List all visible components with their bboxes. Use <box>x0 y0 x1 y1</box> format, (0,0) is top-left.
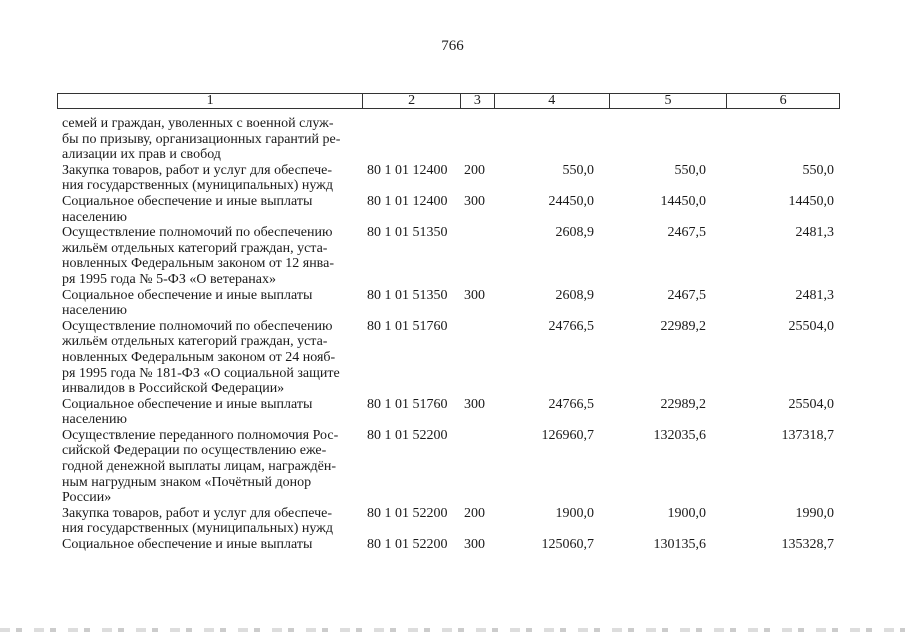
row-value-6: 2481,3 <box>795 287 834 303</box>
row-name <box>62 225 359 287</box>
row-name <box>62 397 359 428</box>
table-row <box>62 428 842 506</box>
row-name-line: Осуществление переданного полномочия Рос- <box>62 427 339 443</box>
row-code: 80 1 01 51760 <box>367 396 448 412</box>
row-value-4: 2608,9 <box>555 225 594 241</box>
row-value-4: 24766,5 <box>548 396 594 412</box>
row-value-6: 25504,0 <box>788 318 834 334</box>
row-value-6: 137318,7 <box>781 427 834 443</box>
row-name-line: новленных Федеральным законом от 24 нояб- <box>62 349 336 365</box>
row-name <box>62 428 359 506</box>
row-name-line: сийской Федерации по осуществлению еже- <box>62 443 327 459</box>
row-name <box>62 163 359 194</box>
row-name-line: России» <box>62 490 112 506</box>
row-type: 300 <box>464 287 485 303</box>
row-code <box>359 116 464 163</box>
row-name-line: ния государственных (муниципальных) нужд <box>62 178 333 194</box>
row-name-line: Социальное обеспечение и иные выплаты <box>62 287 313 303</box>
row-type: 200 <box>464 505 485 521</box>
row-name-line: семей и граждан, уволенных с военной служ- <box>62 116 334 131</box>
row-value-4: 2608,9 <box>555 287 594 303</box>
row-value-6: 550,0 <box>802 162 834 178</box>
row-name-line: Социальное обеспечение и иные выплаты <box>62 537 313 553</box>
row-name-line: Социальное обеспечение и иные выплаты <box>62 193 313 209</box>
row-name-line: населению <box>62 303 127 319</box>
table-row <box>62 116 842 163</box>
row-code: 80 1 01 51350 <box>367 225 448 241</box>
row-value-5 <box>614 116 728 163</box>
row-name <box>62 537 359 553</box>
table-row <box>62 225 842 287</box>
scan-artifact <box>0 628 905 632</box>
row-type <box>464 116 496 163</box>
row-value-6 <box>728 116 842 163</box>
row-type <box>464 428 496 506</box>
row-name-line: Закупка товаров, работ и услуг для обеспече- <box>62 162 333 178</box>
row-name-line: новленных Федеральным законом от 12 янва- <box>62 256 334 272</box>
table-header <box>57 93 840 109</box>
table-row <box>62 194 842 225</box>
row-name <box>62 194 359 225</box>
row-value-5: 132035,6 <box>653 427 706 443</box>
row-name-line: ря 1995 года № 5-ФЗ «О ветеранах» <box>62 271 276 287</box>
row-name-line: Осуществление полномочий по обеспечению <box>62 225 333 241</box>
row-value-5: 1900,0 <box>667 505 706 521</box>
row-name-line: бы по призыву, организационных гарантий ре- <box>62 131 341 147</box>
row-value-6: 14450,0 <box>788 193 834 209</box>
row-value-5: 22989,2 <box>660 396 706 412</box>
row-name <box>62 506 359 537</box>
row-value-6: 2481,3 <box>795 225 834 241</box>
row-type <box>464 225 496 287</box>
table-row <box>62 537 842 553</box>
table-body <box>62 116 842 553</box>
row-type: 300 <box>464 396 485 412</box>
table-row <box>62 163 842 194</box>
row-code: 80 1 01 12400 <box>367 193 448 209</box>
row-name <box>62 116 359 163</box>
row-name-line: ния государственных (муниципальных) нужд <box>62 521 333 537</box>
row-code: 80 1 01 52200 <box>367 537 448 553</box>
row-value-5: 2467,5 <box>667 225 706 241</box>
row-type <box>464 319 496 397</box>
row-value-5: 22989,2 <box>660 318 706 334</box>
row-name-line: Закупка товаров, работ и услуг для обеспече- <box>62 505 333 521</box>
row-value-4 <box>496 116 614 163</box>
row-name-line: инвалидов в Российской Федерации» <box>62 381 285 397</box>
row-value-6: 25504,0 <box>788 396 834 412</box>
row-code: 80 1 01 52200 <box>367 505 448 521</box>
row-name-line: жильём отдельных категорий граждан, уста- <box>62 240 328 256</box>
row-value-4: 24766,5 <box>548 318 594 334</box>
row-name-line: Социальное обеспечение и иные выплаты <box>62 396 313 412</box>
row-code: 80 1 01 52200 <box>367 427 448 443</box>
row-value-4: 125060,7 <box>541 537 594 553</box>
row-value-4: 550,0 <box>562 162 594 178</box>
header-col-2: 2 <box>363 94 461 108</box>
table-row <box>62 397 842 428</box>
row-value-5: 2467,5 <box>667 287 706 303</box>
header-col-6: 6 <box>779 93 787 108</box>
row-name-line: населению <box>62 209 127 225</box>
header-col-4: 4 <box>495 94 610 108</box>
row-value-6: 135328,7 <box>781 537 834 553</box>
row-value-5: 550,0 <box>674 162 706 178</box>
row-code: 80 1 01 12400 <box>367 162 448 178</box>
row-value-5: 14450,0 <box>660 193 706 209</box>
header-col-1: 1 <box>58 94 363 108</box>
row-value-4: 24450,0 <box>548 193 594 209</box>
table-row <box>62 506 842 537</box>
row-value-4: 126960,7 <box>541 427 594 443</box>
header-col-5: 5 <box>610 94 728 108</box>
row-name-line: годной денежной выплаты лицам, награждён- <box>62 459 337 475</box>
row-name-line: жильём отдельных категорий граждан, уста- <box>62 334 328 350</box>
row-value-5: 130135,6 <box>653 537 706 553</box>
header-col-3: 3 <box>461 94 495 108</box>
row-name-line: Осуществление полномочий по обеспечению <box>62 318 333 334</box>
row-value-4: 1900,0 <box>555 505 594 521</box>
row-name-line: ным нагрудным знаком «Почётный донор <box>62 474 312 490</box>
row-name-line: ализации их прав и свобод <box>62 147 221 163</box>
row-value-6: 1990,0 <box>795 505 834 521</box>
row-type: 200 <box>464 162 485 178</box>
row-code: 80 1 01 51350 <box>367 287 448 303</box>
table-row <box>62 288 842 319</box>
page-number: 766 <box>441 38 464 54</box>
row-name <box>62 319 359 397</box>
row-type: 300 <box>464 193 485 209</box>
row-type: 300 <box>464 537 485 553</box>
row-name-line: ря 1995 года № 181-ФЗ «О социальной защите <box>62 365 340 381</box>
table-row <box>62 319 842 397</box>
row-code: 80 1 01 51760 <box>367 318 448 334</box>
row-name-line: населению <box>62 412 127 428</box>
row-name <box>62 288 359 319</box>
